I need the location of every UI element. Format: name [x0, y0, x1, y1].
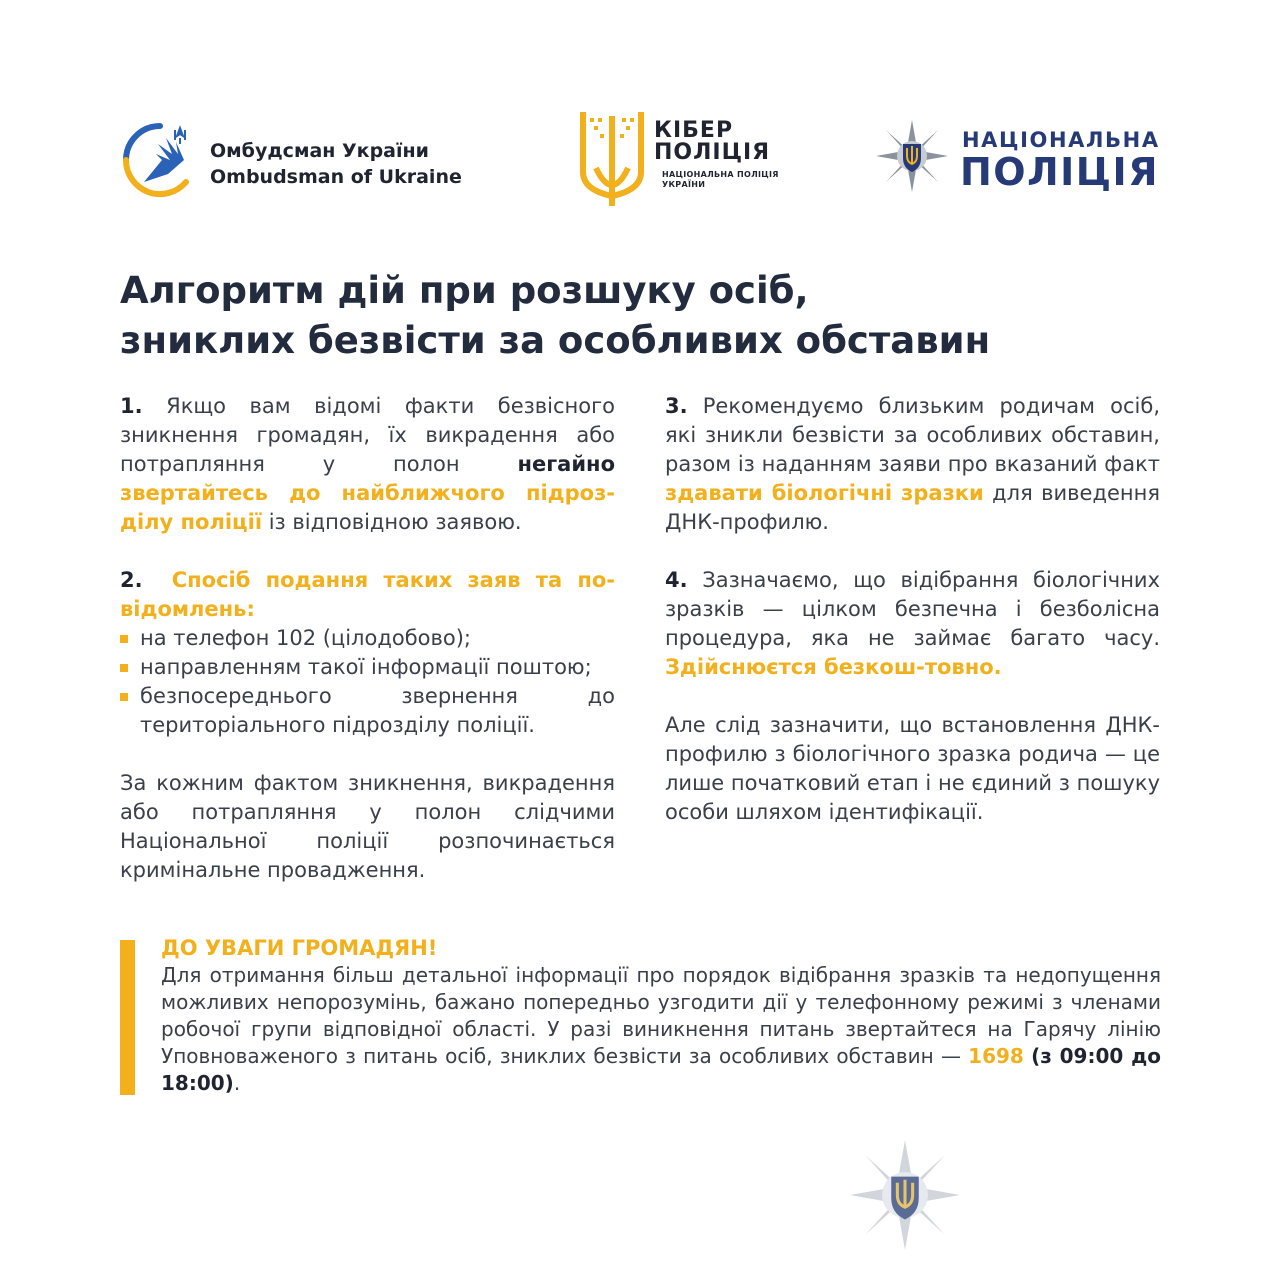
step-3-text-a: Рекомендуємо близьким родичам осіб, які зникли безвісти за особливих обставин, разом із наданням заяви про вказаний факт: [665, 394, 1160, 476]
list-item-text: безпосереднього звернення до територіального підрозділу поліції.: [140, 684, 615, 737]
cyber-police-logo: [576, 112, 806, 208]
step-2-number: 2.: [120, 568, 143, 592]
hotline-number: 1698: [968, 1044, 1024, 1068]
bullet-marker: [120, 664, 128, 672]
step-3-number: 3.: [665, 394, 688, 418]
step-1-bold: негайно: [517, 452, 615, 476]
step-4-text-a: Зазначаємо, що відібрання біологічних зразків — цілком безпечна і безболісна процедура, яка не займає багато часу.: [665, 568, 1160, 650]
step-2: [120, 566, 615, 624]
notice-title: ДО УВАГИ ГРОМАДЯН!: [161, 936, 438, 960]
cyber-title-1: КІБЕР: [654, 118, 734, 143]
police-star-icon: [876, 120, 948, 192]
list-item-text: на телефон 102 (цілодобово);: [140, 626, 471, 650]
dna-profile-paragraph: Але слід зазначити, що встановлення ДНК-профилю з біологічного зразка родича — це лише початковий етап і не єдиний з пошуку особи шляхом ідентифікації.: [665, 713, 1160, 824]
list-item: [120, 653, 615, 682]
step-4-highlight: Здійснюєтся безкош-товно.: [665, 655, 1002, 679]
notice-end: .: [233, 1071, 241, 1095]
bullet-marker: [120, 693, 128, 701]
logo-row: [0, 112, 1280, 212]
cyber-subtitle-1: НАЦІОНАЛЬНА ПОЛІЦІЯ: [662, 170, 779, 179]
notice-body: [161, 962, 1161, 1097]
step-4: [665, 566, 1160, 682]
ombudsman-hand-trident-icon: [120, 120, 200, 200]
watermark: [850, 1140, 960, 1254]
citizens-notice: [120, 936, 1165, 1095]
cyber-subtitle-2: УКРАЇНИ: [662, 180, 706, 189]
cyber-trident-icon: [576, 112, 648, 208]
list-item: [120, 624, 615, 653]
ombudsman-name-en: Ombudsman of Ukraine: [210, 166, 462, 188]
left-column: [120, 392, 615, 914]
submission-methods-list: [120, 624, 615, 740]
hotline-hours: (з 09:00 до 18:00): [161, 1044, 1162, 1095]
national-police-title-1: НАЦІОНАЛЬНА: [962, 128, 1160, 152]
step-2-highlight: Спосіб подання таких заяв та по-відомлень:: [120, 568, 616, 621]
step-1-number: 1.: [120, 394, 143, 418]
step-1-text-a: Якщо вам відомі факти безвісного зникнення громадян, їх викрадення або потрапляння у полон: [120, 394, 615, 476]
police-star-watermark-icon: [850, 1140, 960, 1250]
list-item: [120, 682, 615, 740]
ombudsman-name-ua: Омбудсман України: [210, 140, 429, 162]
cyber-title-2: ПОЛІЦІЯ: [654, 140, 771, 165]
bullet-marker: [120, 635, 128, 643]
step-3-text-b: для виведення ДНК-профилю.: [665, 481, 1160, 534]
criminal-proceedings-paragraph: За кожним фактом зникнення, викрадення або потрапляння у полон слідчими Національної поліції розпочинається кримінальне провадження.: [120, 771, 615, 882]
step-4-number: 4.: [665, 568, 688, 592]
notice-space: [1024, 1044, 1031, 1068]
national-police-logo: [876, 120, 1176, 200]
notice-text: Для отримання більш детальної інформації про порядок відібрання зразків та недопущення можливих непорозумінь, бажано попередньо узгодити дії у телефонному режимі з членами робочої групи відповідної області. У разі виникнення питань звертайтеся на Гарячу лінію Уповноваженого з питань осіб, зниклих безвісти за особливих обставин —: [161, 963, 1161, 1068]
step-1-text-b: із відповідною заявою.: [262, 510, 522, 534]
step-3: [665, 392, 1160, 537]
step-1: [120, 392, 615, 537]
page-title: [120, 266, 1160, 366]
title-line-2: зниклих безвісти за особливих обставин: [120, 319, 991, 362]
title-line-1: Алгоритм дій при розшуку осіб,: [120, 269, 809, 312]
step-1-highlight: звертайтесь до найближчого підроз-ділу поліції: [120, 481, 615, 534]
step-3-highlight: здавати біологічні зразки: [665, 481, 984, 505]
national-police-title-2: ПОЛІЦІЯ: [960, 150, 1159, 194]
list-item-text: направленням такої інформації поштою;: [140, 655, 592, 679]
ombudsman-logo: [120, 120, 490, 200]
right-column: [665, 392, 1160, 856]
notice-accent-bar: [120, 940, 135, 1095]
